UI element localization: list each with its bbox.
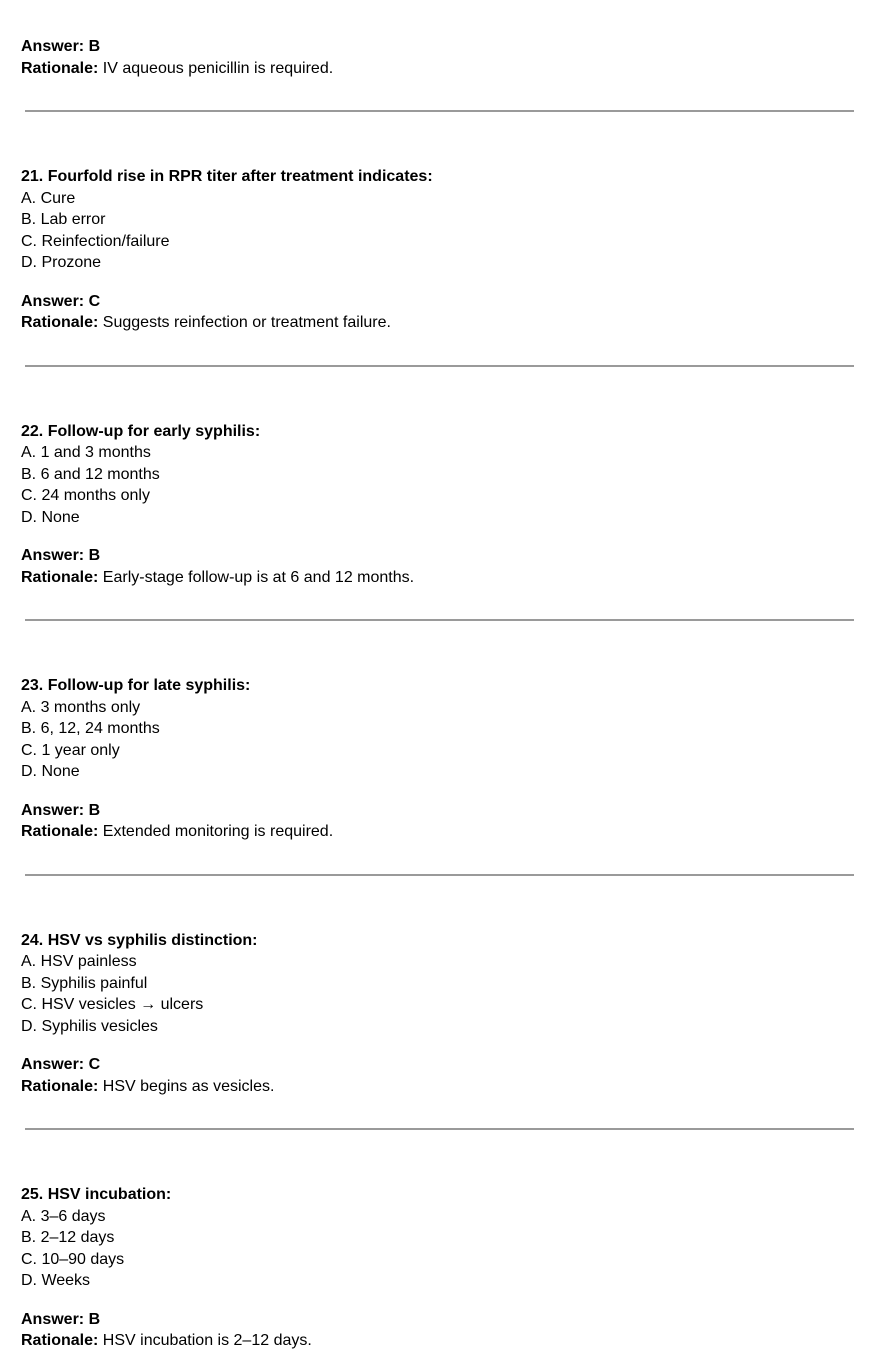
option-d: D. Weeks	[21, 1272, 91, 1289]
option-a: A. HSV painless	[21, 953, 137, 970]
option-b: B. 2–12 days	[21, 1229, 115, 1246]
question-title: 24. HSV vs syphilis distinction:	[21, 931, 258, 949]
answer-label: Answer:	[21, 1056, 85, 1073]
rationale-label: Rationale:	[21, 59, 99, 77]
rationale-line	[21, 312, 857, 334]
answer-value: C	[88, 1056, 101, 1073]
answer-label: Answer:	[21, 292, 85, 310]
question-21	[21, 166, 857, 334]
option-b: B. Lab error	[21, 211, 106, 228]
option-c: C. 24 months only	[21, 487, 150, 504]
answer-value: B	[88, 1310, 101, 1328]
divider	[21, 334, 857, 421]
rationale-line	[21, 1330, 857, 1352]
option-a: A. 3 months only	[21, 698, 141, 716]
answer-label: Answer:	[21, 801, 85, 819]
question-22	[21, 421, 857, 589]
divider	[21, 843, 857, 930]
option-c: C. 10–90 days	[21, 1250, 125, 1268]
divider-line	[25, 365, 854, 367]
divider	[21, 79, 857, 166]
question-23	[21, 675, 857, 843]
answer-label: Answer:	[21, 547, 85, 564]
rationale-line	[21, 821, 857, 843]
answer-value: B	[88, 547, 101, 564]
option-b: B. 6 and 12 months	[21, 465, 160, 483]
answer-value: B	[88, 801, 101, 819]
rationale-label: Rationale:	[21, 568, 99, 586]
question-title: 22. Follow-up for early syphilis:	[21, 422, 261, 440]
answer-block-20	[21, 36, 857, 79]
rationale-label: Rationale:	[21, 1332, 99, 1349]
option-a: A. 1 and 3 months	[21, 444, 151, 461]
rationale-text: IV aqueous penicillin is required.	[102, 59, 334, 77]
rationale-line	[21, 567, 857, 589]
rationale-label: Rationale:	[21, 314, 99, 331]
rationale-text: Suggests reinfection or treatment failure.	[102, 314, 391, 331]
answer-label: Answer:	[21, 38, 85, 55]
rationale-label: Rationale:	[21, 823, 99, 840]
rationale-line	[21, 58, 857, 80]
option-d: D. Syphilis vesicles	[21, 1017, 158, 1035]
answer-line	[21, 1054, 857, 1076]
option-c: C. Reinfection/failure	[21, 232, 170, 250]
answer-line	[21, 545, 857, 567]
option-c: C. HSV vesicles → ulcers	[21, 996, 204, 1013]
answer-value: C	[88, 292, 101, 310]
answer-line	[21, 291, 857, 313]
document-page	[21, 36, 857, 1352]
divider	[21, 1097, 857, 1184]
option-a: A. 3–6 days	[21, 1207, 106, 1225]
question-title: 25. HSV incubation:	[21, 1186, 172, 1203]
rationale-label: Rationale:	[21, 1077, 99, 1095]
option-d: D. Prozone	[21, 254, 102, 271]
rationale-text: Early-stage follow-up is at 6 and 12 months.	[102, 568, 415, 586]
option-d: D. None	[21, 763, 80, 780]
question-25	[21, 1184, 857, 1352]
divider-line	[25, 1128, 854, 1130]
answer-label: Answer:	[21, 1310, 85, 1328]
option-c: C. 1 year only	[21, 741, 120, 759]
option-d: D. None	[21, 508, 80, 526]
rationale-text: HSV begins as vesicles.	[102, 1077, 275, 1095]
answer-line	[21, 36, 857, 58]
rationale-text: Extended monitoring is required.	[102, 823, 334, 840]
question-24	[21, 930, 857, 1098]
divider	[21, 588, 857, 675]
divider-line	[25, 619, 854, 621]
option-b: B. Syphilis painful	[21, 974, 148, 992]
option-a: A. Cure	[21, 189, 76, 207]
question-title: 21. Fourfold rise in RPR titer after treatment indicates:	[21, 168, 433, 185]
answer-value: B	[88, 38, 101, 55]
divider-line	[25, 874, 854, 876]
answer-line	[21, 800, 857, 822]
question-title: 23. Follow-up for late syphilis:	[21, 677, 251, 694]
divider-line	[25, 110, 854, 112]
answer-line	[21, 1309, 857, 1331]
rationale-text: HSV incubation is 2–12 days.	[102, 1332, 312, 1349]
rationale-line	[21, 1076, 857, 1098]
option-b: B. 6, 12, 24 months	[21, 720, 160, 737]
